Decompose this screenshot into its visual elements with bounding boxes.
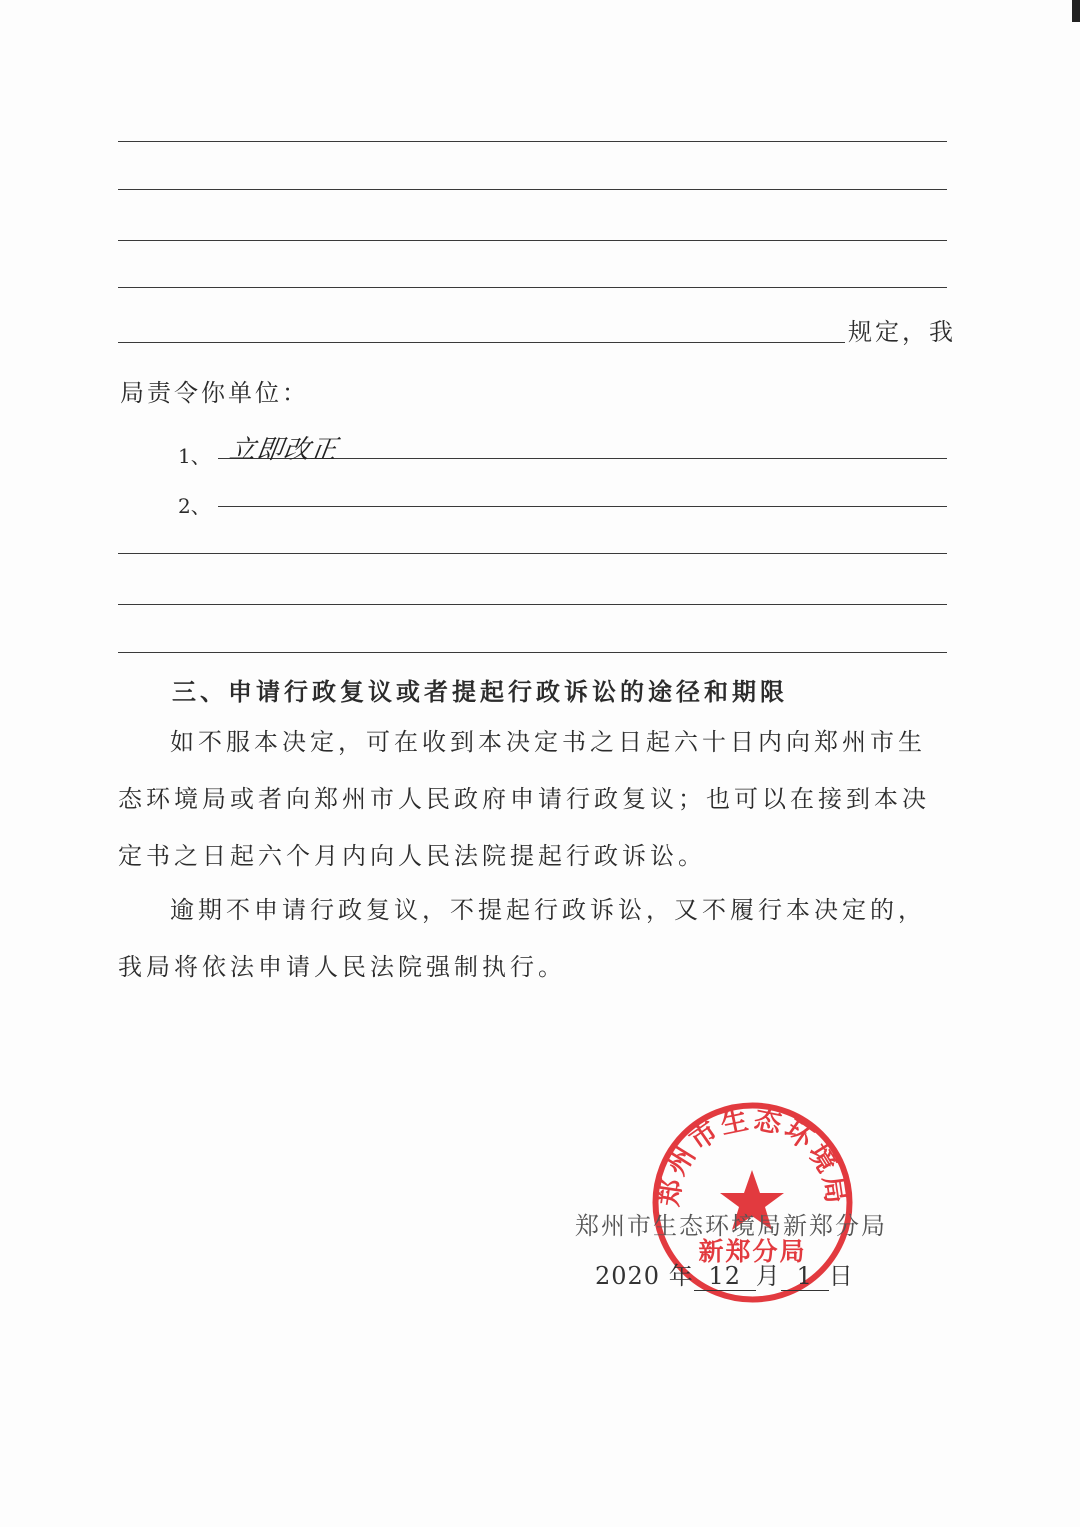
date-year: 2020 bbox=[595, 1262, 661, 1290]
section-heading: 三、申请行政复议或者提起行政诉讼的途径和期限 bbox=[172, 677, 788, 706]
paragraph-appeal: 如不服本决定，可在收到本决定书之日起六十日内向郑州市生态环境局或者向郑州市人民政府申请行政复议；也可以在接到本决定书之日起六个月内向人民法院提起行政诉讼。 bbox=[118, 728, 930, 870]
blank-line bbox=[118, 553, 947, 554]
item-number-1: 1、 bbox=[178, 444, 211, 468]
blank-line bbox=[118, 240, 947, 241]
page-corner-mark bbox=[1072, 0, 1080, 22]
blank-line bbox=[118, 604, 947, 605]
svg-text:新郑分局: 新郑分局 bbox=[698, 1237, 807, 1266]
issuing-authority: 郑州市生态环境局新郑分局 bbox=[575, 1212, 887, 1240]
item-number-2: 2、 bbox=[178, 494, 211, 518]
svg-text:郑州市生态环境局: 郑州市生态环境局 bbox=[653, 1104, 852, 1209]
blank-line bbox=[118, 189, 947, 190]
blank-line bbox=[118, 287, 947, 288]
order-label: 局责令你单位： bbox=[120, 379, 309, 407]
item-line-2 bbox=[218, 506, 947, 507]
blank-line bbox=[118, 141, 947, 142]
date-day-unit: 日 bbox=[828, 1262, 854, 1290]
date-day: 1 bbox=[781, 1262, 829, 1291]
date-month-unit: 月 bbox=[755, 1262, 781, 1290]
issue-date bbox=[595, 1256, 854, 1291]
continuation-end-text: 规定，我 bbox=[848, 318, 956, 346]
date-month: 12 bbox=[694, 1262, 756, 1291]
date-year-unit: 年 bbox=[668, 1262, 694, 1290]
blank-line bbox=[118, 342, 845, 343]
handwritten-entry-1: 立即改正 bbox=[227, 435, 340, 465]
blank-line bbox=[118, 652, 947, 653]
paragraph-enforcement: 逾期不申请行政复议，不提起行政诉讼，又不履行本决定的，我局将依法申请人民法院强制执行。 bbox=[118, 896, 926, 981]
